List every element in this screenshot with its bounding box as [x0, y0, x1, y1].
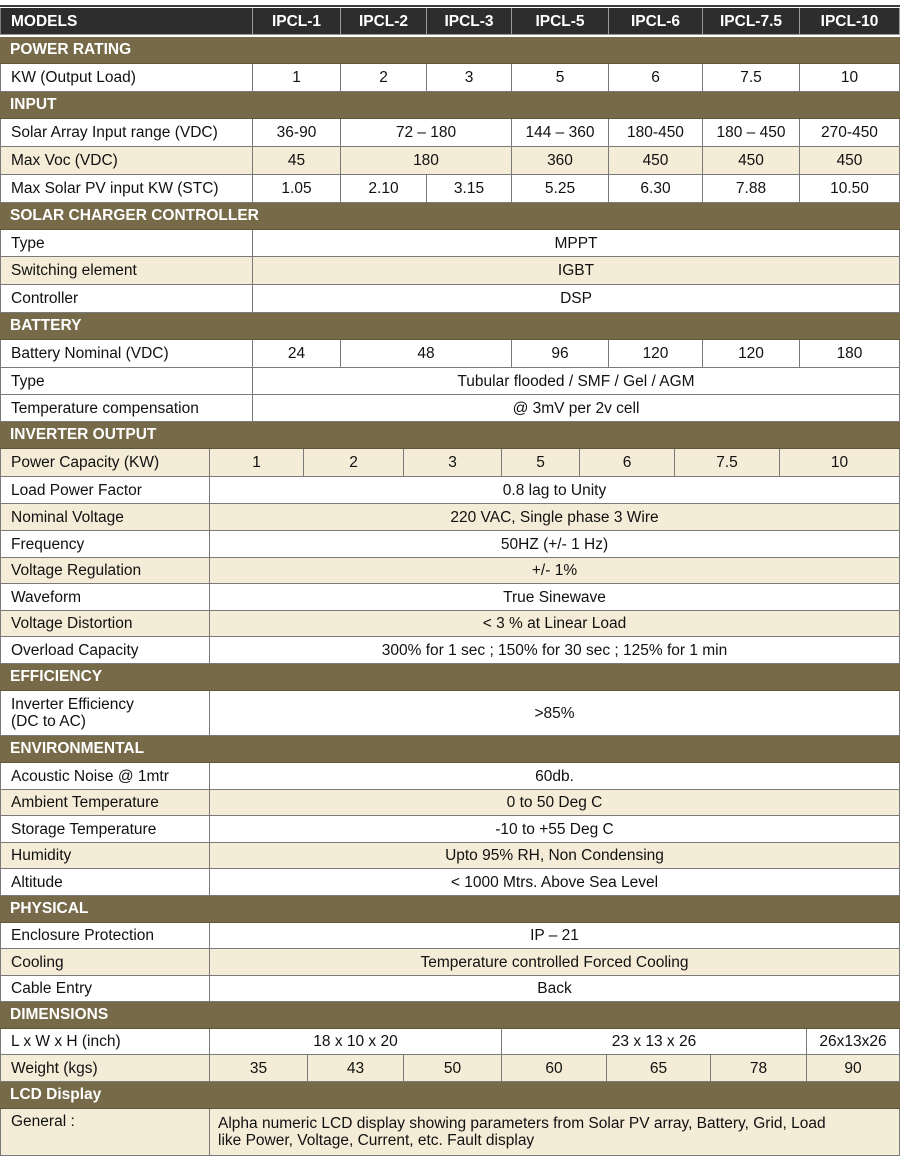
altitude-label: Altitude	[0, 869, 210, 896]
waveform-label: Waveform	[0, 584, 210, 611]
pv-value: 5.25	[512, 175, 609, 203]
enclosure-protection-value: IP – 21	[210, 923, 900, 949]
battery-nominal-value: 48	[341, 340, 512, 368]
cable-entry-value: Back	[210, 976, 900, 1002]
range-value: 144 – 360	[512, 119, 609, 147]
kw-value: 2	[341, 64, 427, 92]
voltage-distortion-label: Voltage Distortion	[0, 611, 210, 637]
model-ipcl-2: IPCL-2	[341, 8, 427, 35]
section-battery: BATTERY	[0, 313, 900, 340]
weight-value: 78	[711, 1055, 807, 1082]
lwh-label: L x W x H (inch)	[0, 1029, 210, 1055]
model-ipcl-1: IPCL-1	[253, 8, 341, 35]
max-voc-label: Max Voc (VDC)	[0, 147, 253, 175]
switching-element-value: IGBT	[253, 257, 900, 285]
storage-temperature-label: Storage Temperature	[0, 816, 210, 843]
voltage-distortion-value: < 3 % at Linear Load	[210, 611, 900, 637]
kw-value: 1	[253, 64, 341, 92]
lcd-general-line2: like Power, Voltage, Current, etc. Fault display	[218, 1132, 535, 1149]
lwh-value: 18 x 10 x 20	[210, 1029, 502, 1055]
weight-value: 65	[607, 1055, 711, 1082]
model-ipcl-3: IPCL-3	[427, 8, 512, 35]
weight-value: 43	[308, 1055, 404, 1082]
voc-value: 45	[253, 147, 341, 175]
acoustic-noise-label: Acoustic Noise @ 1mtr	[0, 763, 210, 790]
charger-type-value: MPPT	[253, 230, 900, 257]
model-ipcl-5: IPCL-5	[512, 8, 609, 35]
power-capacity-value: 7.5	[675, 449, 780, 477]
power-capacity-value: 5	[502, 449, 580, 477]
charger-type-label: Type	[0, 230, 253, 257]
enclosure-protection-label: Enclosure Protection	[0, 923, 210, 949]
voltage-regulation-label: Voltage Regulation	[0, 558, 210, 584]
voltage-regulation-value: +/- 1%	[210, 558, 900, 584]
cooling-label: Cooling	[0, 949, 210, 976]
humidity-value: Upto 95% RH, Non Condensing	[210, 843, 900, 869]
section-input: INPUT	[0, 92, 900, 119]
weight-value: 60	[502, 1055, 607, 1082]
power-capacity-value: 10	[780, 449, 900, 477]
range-value: 270-450	[800, 119, 900, 147]
controller-label: Controller	[0, 285, 253, 313]
section-power-rating: POWER RATING	[0, 37, 900, 64]
humidity-label: Humidity	[0, 843, 210, 869]
model-ipcl-10: IPCL-10	[800, 8, 900, 35]
ambient-temperature-label: Ambient Temperature	[0, 790, 210, 816]
weight-label: Weight (kgs)	[0, 1055, 210, 1082]
kw-value: 3	[427, 64, 512, 92]
switching-element-label: Switching element	[0, 257, 253, 285]
pv-value: 10.50	[800, 175, 900, 203]
frequency-label: Frequency	[0, 531, 210, 558]
section-physical: PHYSICAL	[0, 896, 900, 923]
pv-value: 1.05	[253, 175, 341, 203]
overload-capacity-value: 300% for 1 sec ; 150% for 30 sec ; 125% for 1 min	[210, 637, 900, 664]
section-lcd-display: LCD Display	[0, 1082, 900, 1109]
power-capacity-label: Power Capacity (KW)	[0, 449, 210, 477]
section-environmental: ENVIRONMENTAL	[0, 736, 900, 763]
section-solar-charger-controller: SOLAR CHARGER CONTROLLER	[0, 203, 900, 230]
acoustic-noise-value: 60db.	[210, 763, 900, 790]
load-power-factor-label: Load Power Factor	[0, 477, 210, 504]
range-value: 36-90	[253, 119, 341, 147]
temperature-compensation-label: Temperature compensation	[0, 395, 253, 422]
battery-nominal-value: 180	[800, 340, 900, 368]
lcd-general-value	[210, 1109, 900, 1156]
weight-value: 50	[404, 1055, 502, 1082]
power-capacity-value: 2	[304, 449, 404, 477]
voc-value: 450	[800, 147, 900, 175]
lwh-value: 26x13x26	[807, 1029, 900, 1055]
weight-value: 90	[807, 1055, 900, 1082]
lcd-general-label: General :	[0, 1109, 210, 1156]
range-value: 180 – 450	[703, 119, 800, 147]
nominal-voltage-value: 220 VAC, Single phase 3 Wire	[210, 504, 900, 531]
lwh-value: 23 x 13 x 26	[502, 1029, 807, 1055]
inverter-efficiency-label	[0, 691, 210, 736]
kw-value: 6	[609, 64, 703, 92]
pv-value: 7.88	[703, 175, 800, 203]
kw-value: 10	[800, 64, 900, 92]
pv-value: 3.15	[427, 175, 512, 203]
max-pv-input-label: Max Solar PV input KW (STC)	[0, 175, 253, 203]
voc-value: 450	[609, 147, 703, 175]
cable-entry-label: Cable Entry	[0, 976, 210, 1002]
model-ipcl-7-5: IPCL-7.5	[703, 8, 800, 35]
waveform-value: True Sinewave	[210, 584, 900, 611]
weight-value: 35	[210, 1055, 308, 1082]
solar-array-range-label: Solar Array Input range (VDC)	[0, 119, 253, 147]
controller-value: DSP	[253, 285, 900, 313]
voc-value: 180	[341, 147, 512, 175]
power-capacity-value: 6	[580, 449, 675, 477]
battery-nominal-value: 96	[512, 340, 609, 368]
range-value: 72 – 180	[341, 119, 512, 147]
inverter-efficiency-label-line2: (DC to AC)	[11, 713, 86, 730]
altitude-value: < 1000 Mtrs. Above Sea Level	[210, 869, 900, 896]
battery-nominal-label: Battery Nominal (VDC)	[0, 340, 253, 368]
ambient-temperature-value: 0 to 50 Deg C	[210, 790, 900, 816]
section-efficiency: EFFICIENCY	[0, 664, 900, 691]
top-border	[0, 0, 900, 7]
kw-value: 5	[512, 64, 609, 92]
battery-nominal-value: 120	[703, 340, 800, 368]
kw-output-label: KW (Output Load)	[0, 64, 253, 92]
inverter-efficiency-label-line1: Inverter Efficiency	[11, 696, 134, 713]
models-header: MODELS	[0, 8, 253, 35]
model-ipcl-6: IPCL-6	[609, 8, 703, 35]
battery-nominal-value: 120	[609, 340, 703, 368]
pv-value: 6.30	[609, 175, 703, 203]
cooling-value: Temperature controlled Forced Cooling	[210, 949, 900, 976]
power-capacity-value: 1	[210, 449, 304, 477]
battery-type-value: Tubular flooded / SMF / Gel / AGM	[253, 368, 900, 395]
voc-value: 450	[703, 147, 800, 175]
nominal-voltage-label: Nominal Voltage	[0, 504, 210, 531]
temperature-compensation-value: @ 3mV per 2v cell	[253, 395, 900, 422]
kw-value: 7.5	[703, 64, 800, 92]
load-power-factor-value: 0.8 lag to Unity	[210, 477, 900, 504]
inverter-efficiency-value: >85%	[210, 691, 900, 736]
power-capacity-value: 3	[404, 449, 502, 477]
voc-value: 360	[512, 147, 609, 175]
section-inverter-output: INVERTER OUTPUT	[0, 422, 900, 449]
storage-temperature-value: -10 to +55 Deg C	[210, 816, 900, 843]
overload-capacity-label: Overload Capacity	[0, 637, 210, 664]
lcd-general-line1: Alpha numeric LCD display showing parameters from Solar PV array, Battery, Grid, Load	[218, 1115, 826, 1132]
frequency-value: 50HZ (+/- 1 Hz)	[210, 531, 900, 558]
battery-type-label: Type	[0, 368, 253, 395]
pv-value: 2.10	[341, 175, 427, 203]
section-dimensions: DIMENSIONS	[0, 1002, 900, 1029]
range-value: 180-450	[609, 119, 703, 147]
battery-nominal-value: 24	[253, 340, 341, 368]
